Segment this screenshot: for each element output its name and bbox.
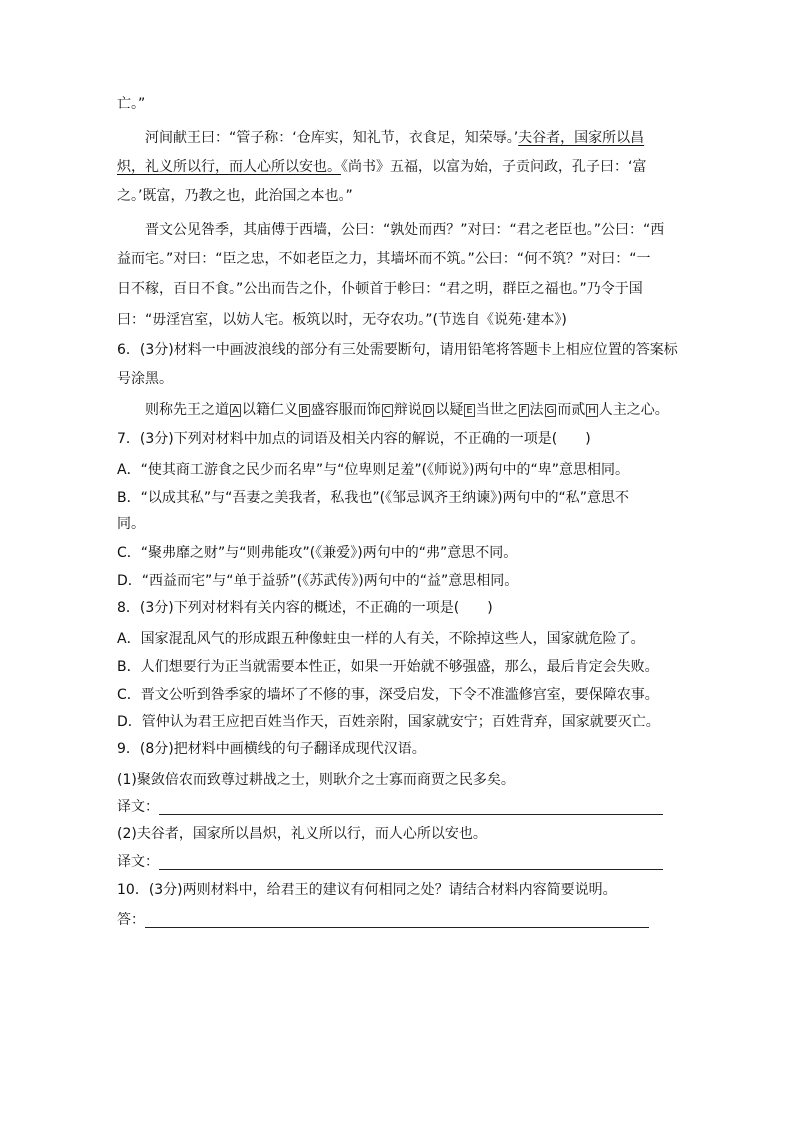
answer-label: 答：: [117, 912, 145, 928]
underlined-sentence: 炽，礼义所以行，而人心所以安也。: [117, 159, 341, 175]
passage-line: 益而宅。”对曰：“臣之忠，不如老臣之力，其墙坏而不筑。”公曰：“何不筑？”对曰：“一: [117, 251, 651, 267]
question-7-option-b-cont: 同。: [117, 516, 145, 532]
passage-line: 之。’既富，乃教之也，此治国之本也。”: [117, 188, 353, 204]
answer-blank-10[interactable]: [145, 911, 649, 928]
question-6-stem: 号涂黑。: [117, 371, 173, 387]
question-7-option-b[interactable]: B．“以成其私”与“吾妻之美我者，私我也”(《邹忌讽齐王纳谏》)两句中的“私”意思不: [117, 490, 630, 506]
question-8-option-a[interactable]: A．国家混乱风气的形成跟五种像蛀虫一样的人有关，不除掉这些人，国家就危险了。: [117, 631, 645, 647]
question-7-option-a[interactable]: A．“使其商工游食之民少而名卑”与“位卑则足羞”(《师说》)两句中的“卑”意思相同。: [117, 462, 630, 478]
translation-blank-1[interactable]: [159, 798, 663, 815]
passage-line: 亡。”: [117, 96, 146, 112]
question-8-option-b[interactable]: B．人们想要行为正当就需要本性正，如果一开始就不够强盛，那么，最后肯定会失败。: [117, 659, 659, 675]
question-6-sentence: 则称先王之道 A 以籍仁义 B 盛容服而饰 C 辩说 D 以疑 E 当世之 F 法 G 而贰 H 人主之心。: [145, 402, 669, 418]
answer-line: [117, 910, 649, 930]
underlined-sentence: 夫谷者，国家所以昌: [518, 130, 645, 146]
question-10-stem: 10．(3分)两则材料中，给君王的建议有何相同之处？请结合材料内容简要说明。: [117, 882, 617, 898]
question-6-stem: 6．(3分)材料一中画波浪线的部分有三处需要断句，请用铅笔将答题卡上相应位置的答案标: [117, 342, 678, 358]
answer-line: [117, 797, 663, 817]
break-option-e[interactable]: E: [466, 405, 473, 416]
answer-label: 译文：: [117, 854, 159, 870]
answer-label: 译文：: [117, 799, 159, 815]
question-8-option-c[interactable]: C．晋文公听到咎季家的墙坏了不修的事，深受启发，下令不准滥修宫室，要保障农事。: [117, 687, 659, 703]
question-9-sentence-2: (2)夫谷者，国家所以昌炽，礼义所以行，而人心所以安也。: [117, 826, 487, 842]
question-7-option-c[interactable]: C．“聚弗靡之财”与“则弗能攻”(《兼爱》)两句中的“弗”意思不同。: [117, 545, 518, 561]
break-option-b[interactable]: B: [300, 405, 308, 416]
answer-line: [117, 852, 663, 872]
question-7-stem: 7．(3分)下列对材料中加点的词语及相关内容的解说，不正确的一项是( ): [117, 431, 591, 447]
break-option-c[interactable]: C: [383, 405, 391, 416]
passage-paragraph-2: 晋文公见咎季，其庙傅于西墙，公曰：“孰处而西？”对曰：“君之老臣也。”公曰：“西: [145, 222, 665, 238]
question-8-stem: 8．(3分)下列对材料有关内容的概述，不正确的一项是( ): [117, 600, 493, 616]
break-option-f[interactable]: F: [520, 405, 527, 416]
break-option-h[interactable]: H: [588, 405, 596, 416]
passage-line: 曰：“毋淫宫室，以妨人宅。板筑以时，无夺农功。”(节选自《说苑·建本》): [117, 312, 567, 328]
question-9-sentence-1: (1)聚敛倍农而致尊过耕战之士，则耿介之士寡而商贾之民多矣。: [117, 772, 515, 788]
question-7-option-d[interactable]: D．“西益而宅”与“单于益骄”(《苏武传》)两句中的“益”意思相同。: [117, 573, 519, 589]
break-option-d[interactable]: D: [424, 405, 433, 416]
passage-paragraph-1: 河间献王曰：“管子称：‘仓库实，知礼节，衣食足，知荣辱。’夫谷者，国家所以昌: [145, 130, 645, 146]
break-option-a[interactable]: A: [232, 405, 239, 416]
passage-line: 炽，礼义所以行，而人心所以安也。《尚书》五福，以富为始，子贡问政，孔子曰：‘富: [117, 159, 647, 175]
translation-blank-2[interactable]: [159, 853, 663, 870]
question-8-option-d[interactable]: D．管仲认为君王应把百姓当作天，百姓亲附，国家就安宁；百姓背弃，国家就要灭亡。: [117, 714, 660, 730]
question-9-stem: 9．(8分)把材料中画横线的句子翻译成现代汉语。: [117, 741, 426, 757]
break-option-g[interactable]: G: [546, 405, 555, 416]
passage-line: 日不稼，百日不食。”公出而告之仆，仆顿首于軫曰：“君之明，群臣之福也。”乃令于国: [117, 281, 643, 297]
